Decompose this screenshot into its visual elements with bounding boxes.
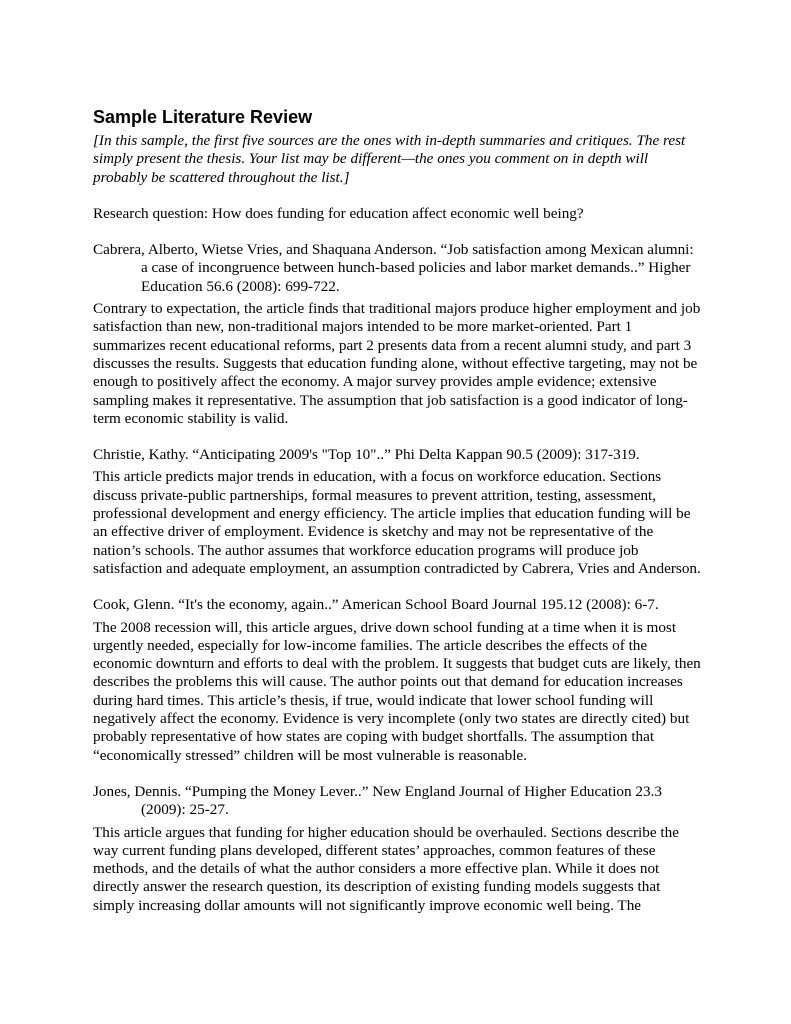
- document-title: Sample Literature Review: [93, 107, 313, 127]
- document-page: [93, 106, 703, 915]
- research-question: Research question: How does funding for education affect economic well being?: [93, 204, 584, 222]
- summary: The 2008 recession will, this article argues, drive down school funding at a time when it is most urgently needed, especially for low-income families. The article describes the effects of the economic downturn and efforts to deal with the problem. It suggests that budget cuts are likely, then describes the problems this will cause. The author points out that demand for education increases during hard times. This article’s thesis, if true, would indicate that lower school funding will negatively affect the economy. Evidence is very incomplete (only two states are directly cited) but probably representative of how states are coping with budget shortfalls. The assumption that “economically stressed” children will be most vulnerable is reasonable.: [93, 618, 701, 764]
- citation: Christie, Kathy. “Anticipating 2009's "Top 10"..” Phi Delta Kappan 90.5 (2009): 317-319.: [93, 446, 640, 464]
- summary: This article argues that funding for higher education should be overhauled. Sections describe the way current funding plans developed, different states’ approaches, common features of these methods, and the details of what the author considers a more effective plan. While it does not directly answer the research question, its description of existing funding models suggests that simply increasing dollar amounts will not significantly improve economic well being. The: [93, 823, 679, 914]
- citation: Jones, Dennis. “Pumping the Money Lever..” New England Journal of Higher Education 23.3 (2009): 25-27.: [93, 782, 662, 819]
- source-entry-christie: [93, 446, 703, 578]
- source-entry-jones: [93, 783, 703, 915]
- citation: Cook, Glenn. “It's the economy, again..” American School Board Journal 195.12 (2008): 6-7.: [93, 596, 659, 614]
- source-entry-cook: [93, 596, 703, 765]
- source-entry-cabrera: [93, 241, 703, 428]
- citation: Cabrera, Alberto, Wietse Vries, and Shaquana Anderson. “Job satisfaction among Mexican alumni: a case of incongruence between hunch-based policies and labor market demands..” Higher Education 56.6 (2008): 699-722.: [93, 241, 694, 295]
- summary: This article predicts major trends in education, with a focus on workforce education. Sections discuss private-public partnerships, formal measures to prevent attrition, testing, assessment, professional development and energy efficiency. The article implies that education funding will be an effective driver of employment. Evidence is sketchy and may not be representative of the nation’s schools. The author assumes that workforce education programs will produce job satisfaction and adequate employment, an assumption contradicted by Cabrera, Vries and Anderson.: [93, 468, 701, 577]
- sample-note: [In this sample, the first five sources are the ones with in-depth summaries and critiques. The rest simply present the thesis. Your list may be different—the ones you comment on in depth will probably be scattered throughout the list.]: [93, 132, 686, 186]
- summary: Contrary to expectation, the article finds that traditional majors produce higher employment and job satisfaction than new, non-traditional majors intended to be more market-oriented. Part 1 summarizes recent educational reforms, part 2 presents data from a recent alumni study, and part 3 discusses the results. Suggests that education funding alone, without effective targeting, may not be enough to positively affect the economy. A major survey provides ample evidence; extensive sampling makes it representative. The assumption that job satisfaction is a good indicator of long-term economic stability is valid.: [93, 300, 701, 427]
